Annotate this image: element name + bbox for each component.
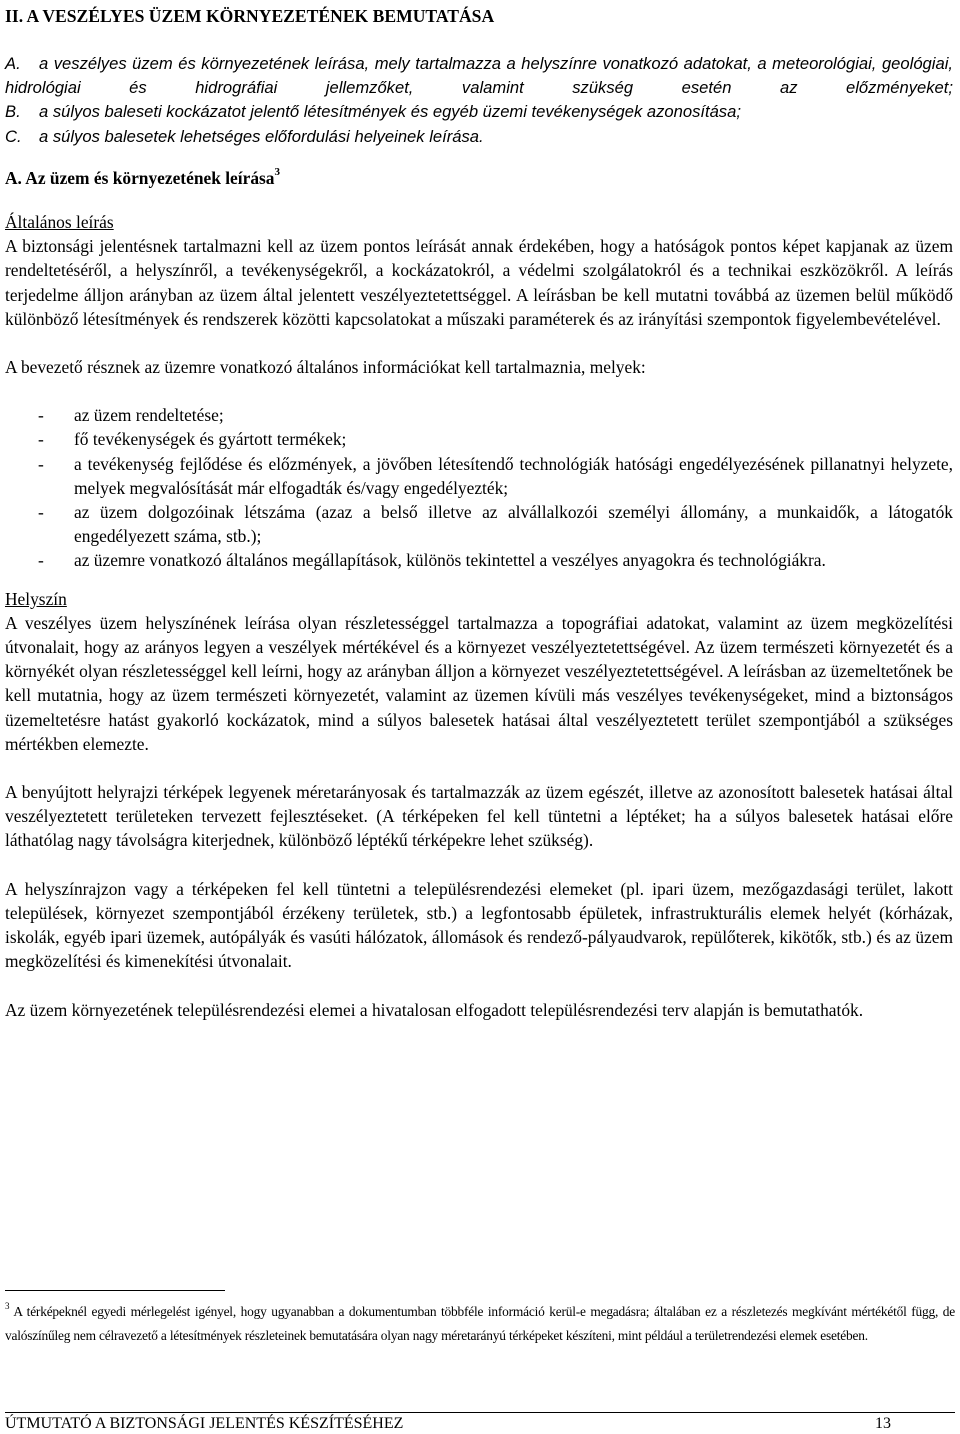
scope-text: a súlyos baleseti kockázatot jelentő létesítmények és egyéb üzemi tevékenységek azonosítása; [39,102,741,122]
scope-letter: C. [5,126,22,146]
page-footer [5,1414,953,1434]
scope-text: a veszélyes üzem és környezetének leírása, mely tartalmazza a helyszínre vonatkozó adatokat, a meteorológiai, geológiai, hidrológiai és hidrográfiai jellemzőket, valamint szükség esetén az előzményeket; [5,54,953,98]
scope-item-b [5,100,953,124]
page-number: 13 [875,1415,891,1432]
footnote-separator [5,1290,225,1291]
list-item-text: fő tevékenységek és gyártott termékek; [74,429,347,450]
footnote-text: A térképeknél egyedi mérlegelést igényel, hogy ugyanabban a dokumentumban többféle információ kerül-e megadásra; általában ez a részletezés megkívánt mértékétől függ, de valószínűleg nem célravezető a létesítmények részleteinek bemutatására olyan nagy méretarányú térképeket készíteni, mint például a területrendezési elemek esetében. [5,1304,955,1344]
footnote-number: 3 [5,1301,10,1311]
location-paragraph-1: A veszélyes üzem helyszínének leírása olyan részletességgel tartalmazza a topográfiai adatokat, valamint az üzem megközelítési útvonalait, hogy az arányos legyen a veszélyek mértékével és a környezet veszélyeztetettségével. Az üzem természeti környezetét és a környékét olyan részletességgel kell leírni, hogy az arányban álljon a környezet veszélyeztetettségével. A leírásban az üzemeltetőnek be kell mutatnia, hogy az üzem természeti környezetét, valamint az üzemen kívüli más veszélyes tevékenységeket, mind a biztonságos üzemeltetésre hatást gyakorló kockázatok, mind a súlyos balesetek hatásai által veszélyeztetett terület szempontjából a szükséges mértékben elemezte. [5,612,953,754]
location-paragraph-2: A benyújtott helyrajzi térképek legyenek méretarányosak és tartalmazzák az üzem egészét, illetve az azonosított balesetek hatásai által veszélyeztetett területeken tervezett fejlesztéseket. (A térképeken fel kell tüntetni a léptéket; ha a súlyos balesetek hatásai előre láthatólag nagy távolságra kiterjednek, különböző léptékű térképekre lehet szükség). [5,782,953,851]
list-item: - az üzem dolgozóinak létszáma (azaz a belső illetve az alvállalkozói személyi állomány, a munkaidők, a látogatók engedélyezett száma, stb.); [38,502,953,547]
footnote [5,1300,955,1348]
general-paragraph-1: A biztonsági jelentésnek tartalmazni kell az üzem pontos leírását annak érdekében, hogy a hatóságok pontos képet kapjanak az üzem rendeltetéséről, a helyszínről, a tevékenységekről, a kockázatokról, a védelmi szolgálatokról és a technikai eszközökről. A leírás terjedelme álljon arányban az üzem által jelentett veszélyeztetettséggel. A leírásban be kell mutatni továbbá az üzemen belül működő különböző létesítmények és rendszerek közötti kapcsolatokat a műszaki paraméterek és az irányítási szempontok figyelembevételével. [5,236,953,329]
general-description-heading: Általános leírás [5,212,114,233]
footnote-reference: 3 [274,165,280,178]
scope-letter: A. [5,54,21,73]
scope-item-a [5,52,953,100]
list-item: - fő tevékenységek és gyártott termékek; [38,429,347,450]
scope-list [5,52,953,149]
section-title: A. Az üzem és környezetének leírása [5,167,275,188]
scope-text: a súlyos balesetek lehetséges előfordulási helyeinek leírása. [39,126,484,146]
list-item: - az üzemre vonatkozó általános megállapítások, különös tekintettel a veszélyes anyagokra és technológiákra. [38,550,826,571]
document-page [5,4,953,1022]
general-paragraph-2: A bevezető résznek az üzemre vonatkozó általános információkat kell tartalmaznia, melyek: [5,357,646,378]
location-paragraph-4: Az üzem környezetének településrendezési elemei a hivatalosan elfogadott településrendezési terv alapján is bemutathatók. [5,999,864,1020]
list-item-text: a tevékenység fejlődése és előzmények, a jövőben létesítendő technológiák hatósági engedélyezésének pillanatnyi helyzete, melyek megvalósítását már elfogadták és/vagy engedélyezték; [74,453,953,498]
location-heading: Helyszín [5,588,67,609]
footer-title: ÚTMUTATÓ A BIZTONSÁGI JELENTÉS KÉSZÍTÉSÉHEZ [5,1415,404,1432]
location-paragraph-3: A helyszínrajzon vagy a térképeken fel kell tüntetni a településrendezési elemeket (pl. ipari üzem, mezőgazdasági terület, lakott települések, környezet szempontjából érzékeny területek, stb.) a legfontosabb épületek, infrastrukturális elemek helyét (kórházak, iskolák, egyéb ipari üzemek, autópályák és vasúti hálózatok, állomások és rendező-pályaudvarok, repülőterek, kikötők, stb.) és az üzem megközelítési és kimenekítési útvonalait. [5,878,953,972]
chapter-title: II. A VESZÉLYES ÜZEM KÖRNYEZETÉNEK BEMUTATÁSA [5,6,495,26]
section-heading [5,166,953,190]
list-item-text: az üzem dolgozóinak létszáma (azaz a belső illetve az alvállalkozói személyi állomány, a munkaidők, a látogatók engedélyezett száma, stb.); [74,502,953,547]
scope-item-c [5,125,953,149]
footer-rule [5,1412,955,1413]
introduction-bullet-list [5,403,953,572]
list-item-text: az üzemre vonatkozó általános megállapítások, különös tekintettel a veszélyes anyagokra és technológiákra. [74,550,826,571]
list-item: - az üzem rendeltetése; [38,405,224,426]
scope-letter: B. [5,102,21,122]
list-item-text: az üzem rendeltetése; [74,405,224,426]
list-item: - a tevékenység fejlődése és előzmények, a jövőben létesítendő technológiák hatósági engedélyezésének pillanatnyi helyzete, melyek megvalósítását már elfogadták és/vagy engedélyezték; [38,453,953,498]
